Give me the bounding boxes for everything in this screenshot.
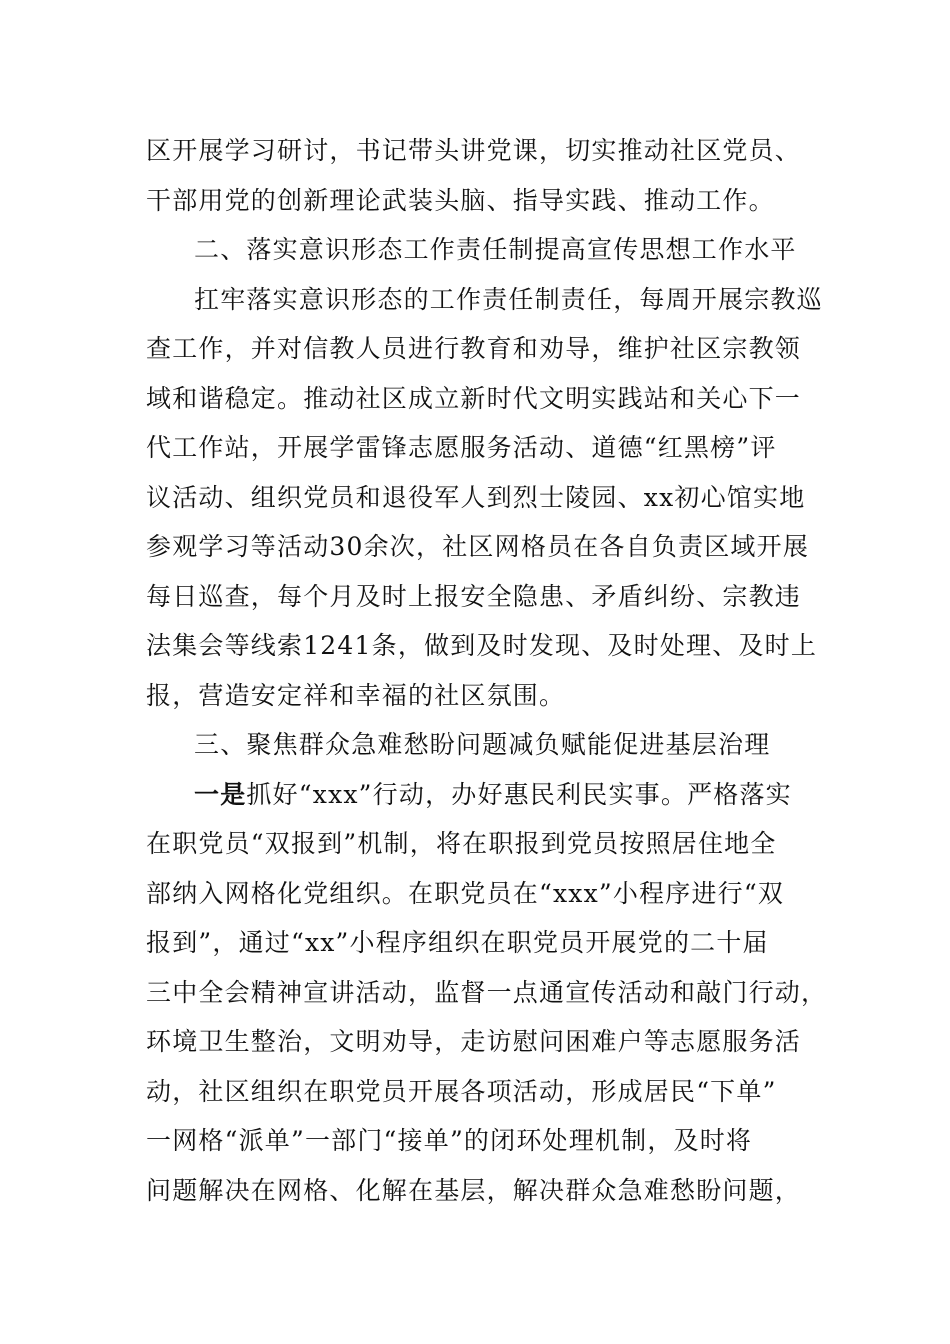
section-heading: 三、聚焦群众急难愁盼问题减负赋能促进基层治理: [194, 730, 771, 759]
text-line: 区开展学习研讨，书记带头讲党课，切实推动社区党员、: [146, 136, 802, 165]
text-line: 三中全会精神宣讲活动，监督一点通宣传活动和敲门行动，: [146, 977, 828, 1007]
text-line: 报，营造安定祥和幸福的社区氛围。: [146, 680, 566, 710]
text-line: 环境卫生整治，文明劝导，走访慰问困难户等志愿服务活: [146, 1027, 802, 1056]
text-line: 每日巡查，每个月及时上报安全隐患、矛盾纠纷、宗教违: [146, 581, 802, 611]
text-line: 代工作站，开展学雷锋志愿服务活动、道德“红黑榜”评: [146, 433, 777, 462]
text-line: 在职党员“双报到”机制，将在职报到党员按照居住地全: [146, 829, 777, 858]
text-line: 域和谐稳定。推动社区成立新时代文明实践站和关心下一: [146, 383, 802, 413]
section-heading: 二、落实意识形态工作责任制提高宣传思想工作水平: [194, 235, 797, 264]
text-line: 议活动、组织党员和退役军人到烈士陵园、xx初心馆实地: [146, 482, 806, 512]
text-line: 法集会等线索1241条，做到及时发现、及时处理、及时上: [146, 631, 818, 660]
text-line: 扛牢落实意识形态的工作责任制责任，每周开展宗教巡: [194, 284, 823, 314]
text-line: 动，社区组织在职党员开展各项活动，形成居民“下单”: [146, 1076, 777, 1106]
text-line: 查工作，并对信教人员进行教育和劝导，维护社区宗教领: [146, 334, 802, 363]
text-line: 问题解决在网格、化解在基层，解决群众急难愁盼问题，: [146, 1175, 802, 1205]
text-line-rest: 抓好“xxx”行动，办好惠民利民实事。严格落实: [246, 779, 792, 809]
lead-phrase: 一是: [194, 779, 247, 809]
text-line: 干部用党的创新理论武装头脑、指导实践、推动工作。: [146, 185, 775, 215]
text-line: [146, 770, 806, 820]
text-line: 参观学习等活动30余次，社区网格员在各自负责区域开展: [146, 532, 810, 561]
text-line: 一网格“派单”一部门“接单”的闭环处理机制，及时将: [146, 1126, 753, 1155]
text-line: 报到”，通过“xx”小程序组织在职党员开展党的二十届: [146, 928, 769, 957]
document-body: [146, 126, 828, 1215]
text-line: 部纳入网格化党组织。在职党员在“xxx”小程序进行“双: [146, 878, 785, 908]
